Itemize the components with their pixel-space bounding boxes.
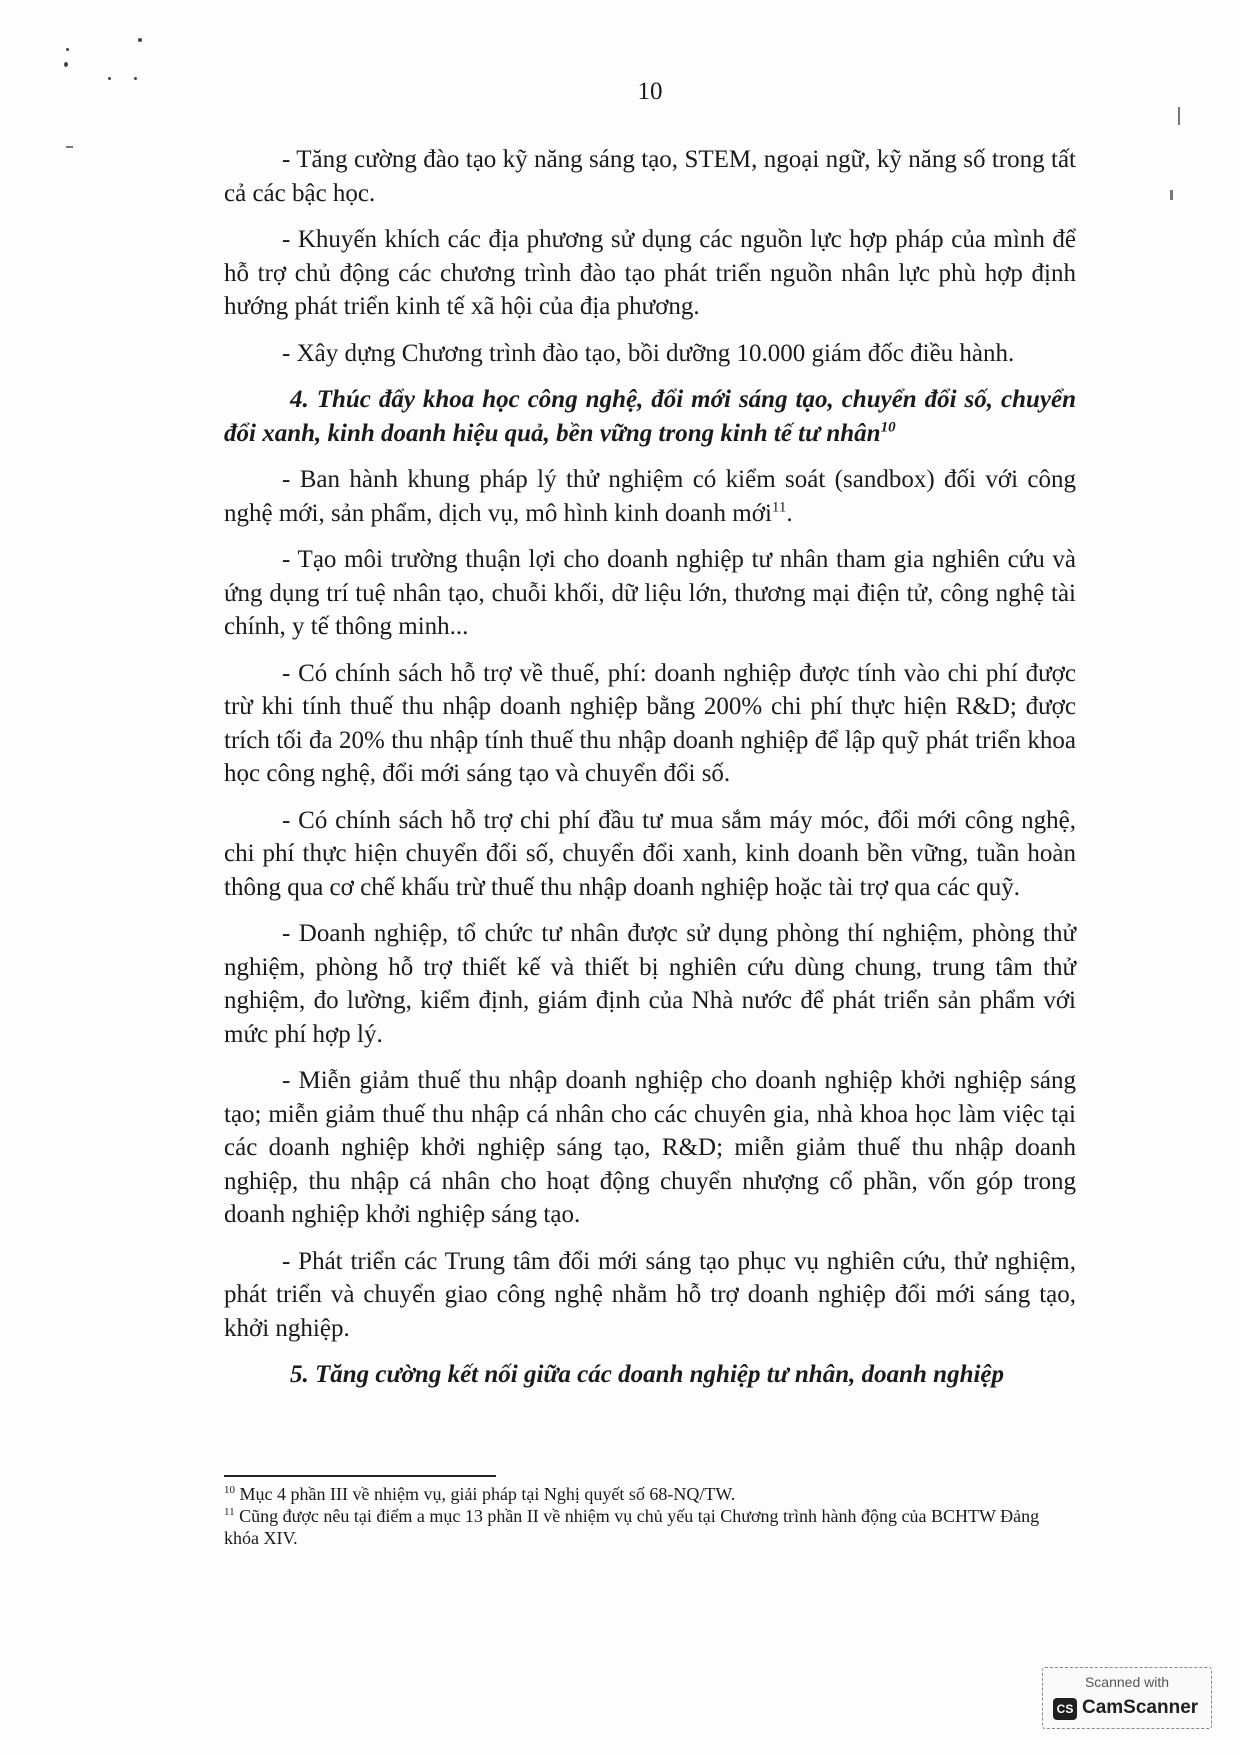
scan-speck xyxy=(64,62,68,67)
paragraph: - Miễn giảm thuế thu nhập doanh nghiệp cho doanh nghiệp khởi nghiệp sáng tạo; miễn giảm thuế thu nhập cá nhân cho các chuyên gia, nhà khoa học làm việc tại các doanh nghiệp khởi nghiệp sáng tạo, R&D; miễn giảm thuế thu nhập doanh nghiệp, thu nhập cá nhân cho hoạt động chuyển nhượng cổ phần, vốn góp trong doanh nghiệp khởi nghiệp sáng tạo. xyxy=(224,1067,1076,1228)
footnote-10: $^{10}$ Mục 4 phần III về nhiệm vụ, giải pháp tại Nghị quyết số 68-NQ/TW. xyxy=(224,1484,736,1504)
paragraph: - Có chính sách hỗ trợ về thuế, phí: doanh nghiệp được tính vào chi phí được trừ khi tính thuế thu nhập doanh nghiệp bằng 200% chi phí thực hiện R&D; được trích tối đa 20% thu nhập tính thuế thu nhập doanh nghiệp để lập quỹ phát triển khoa học công nghệ, đổi mới sáng tạo và chuyển đổi số. xyxy=(224,659,1076,787)
scanner-badge-caption: Scanned with xyxy=(1084,1674,1170,1690)
paragraph: - Tạo môi trường thuận lợi cho doanh nghiệp tư nhân tham gia nghiên cứu và ứng dụng trí tuệ nhân tạo, chuỗi khối, dữ liệu lớn, thương mại điện tử, công nghệ tài chính, y tế thông minh... xyxy=(224,546,1076,640)
scanner-brand: CamScanner xyxy=(1082,1697,1199,1718)
footnote-ref[interactable]: 10 xyxy=(880,419,896,436)
paragraph: - Khuyến khích các địa phương sử dụng các nguồn lực hợp pháp của mình để hỗ trợ chủ động các chương trình đào tạo phát triển nguồn nhân lực phù hợp định hướng phát triển kinh tế xã hội của địa phương. xyxy=(224,226,1076,320)
paragraph: - Ban hành khung pháp lý thử nghiệm có kiểm soát (sandbox) đối với công nghệ mới, sản phẩm, dịch vụ, mô hình kinh doanh mới$^{11}$. xyxy=(224,466,1076,527)
footnote-separator xyxy=(224,1475,496,1477)
footnote-11: $^{11}$ Cũng được nêu tại điểm a mục 13 phần II về nhiệm vụ chủ yếu tại Chương trình hành động của BCHTW Đảng khóa XIV. xyxy=(224,1506,1040,1548)
section-heading-5: 5. Tăng cường kết nối giữa các doanh nghiệp tư nhân, doanh nghiệp xyxy=(290,1361,1005,1388)
paragraph: - Xây dựng Chương trình đào tạo, bồi dưỡng 10.000 giám đốc điều hành. xyxy=(282,339,1015,367)
paragraph: - Tăng cường đào tạo kỹ năng sáng tạo, STEM, ngoại ngữ, kỹ năng số trong tất cả các bậc học. xyxy=(224,146,1076,207)
footnote-ref[interactable]: 11 xyxy=(771,499,787,516)
camscanner-logo-icon: CS xyxy=(1053,1698,1077,1720)
paragraph: - Doanh nghiệp, tổ chức tư nhân được sử dụng phòng thí nghiệm, phòng thử nghiệm, phòng hỗ trợ thiết kế và thiết bị nghiên cứu dùng chung, trung tâm thử nghiệm, đo lường, kiểm định, giám định của Nhà nước để phát triển sản phẩm với mức phí hợp lý. xyxy=(224,920,1076,1048)
scan-edge-mark xyxy=(1170,190,1173,200)
scan-edge-mark xyxy=(66,146,73,148)
scan-edge-mark xyxy=(1178,107,1180,125)
scan-speck xyxy=(66,48,69,51)
camscanner-badge xyxy=(1042,1667,1212,1729)
section-heading-4: 4. Thúc đẩy khoa học công nghệ, đổi mới sáng tạo, chuyển đổi số, chuyển đổi xanh, kinh doanh hiệu quả, bền vững trong kinh tế tư nhân$^{10}$ xyxy=(224,386,1076,447)
document-body xyxy=(224,143,1076,1405)
scan-speck xyxy=(138,38,142,42)
page-number: 10 xyxy=(637,78,663,105)
paragraph: - Phát triển các Trung tâm đổi mới sáng tạo phục vụ nghiên cứu, thử nghiệm, phát triển và chuyển giao công nghệ nhằm hỗ trợ doanh nghiệp đổi mới sáng tạo, khởi nghiệp. xyxy=(224,1247,1076,1342)
paragraph: - Có chính sách hỗ trợ chi phí đầu tư mua sắm máy móc, đổi mới công nghệ, chi phí thực hiện chuyển đổi số, chuyển đổi xanh, kinh doanh bền vững, tuần hoàn thông qua cơ chế khấu trừ thuế thu nhập doanh nghiệp hoặc tài trợ qua các quỹ. xyxy=(224,806,1076,901)
footnotes xyxy=(224,1483,1076,1549)
